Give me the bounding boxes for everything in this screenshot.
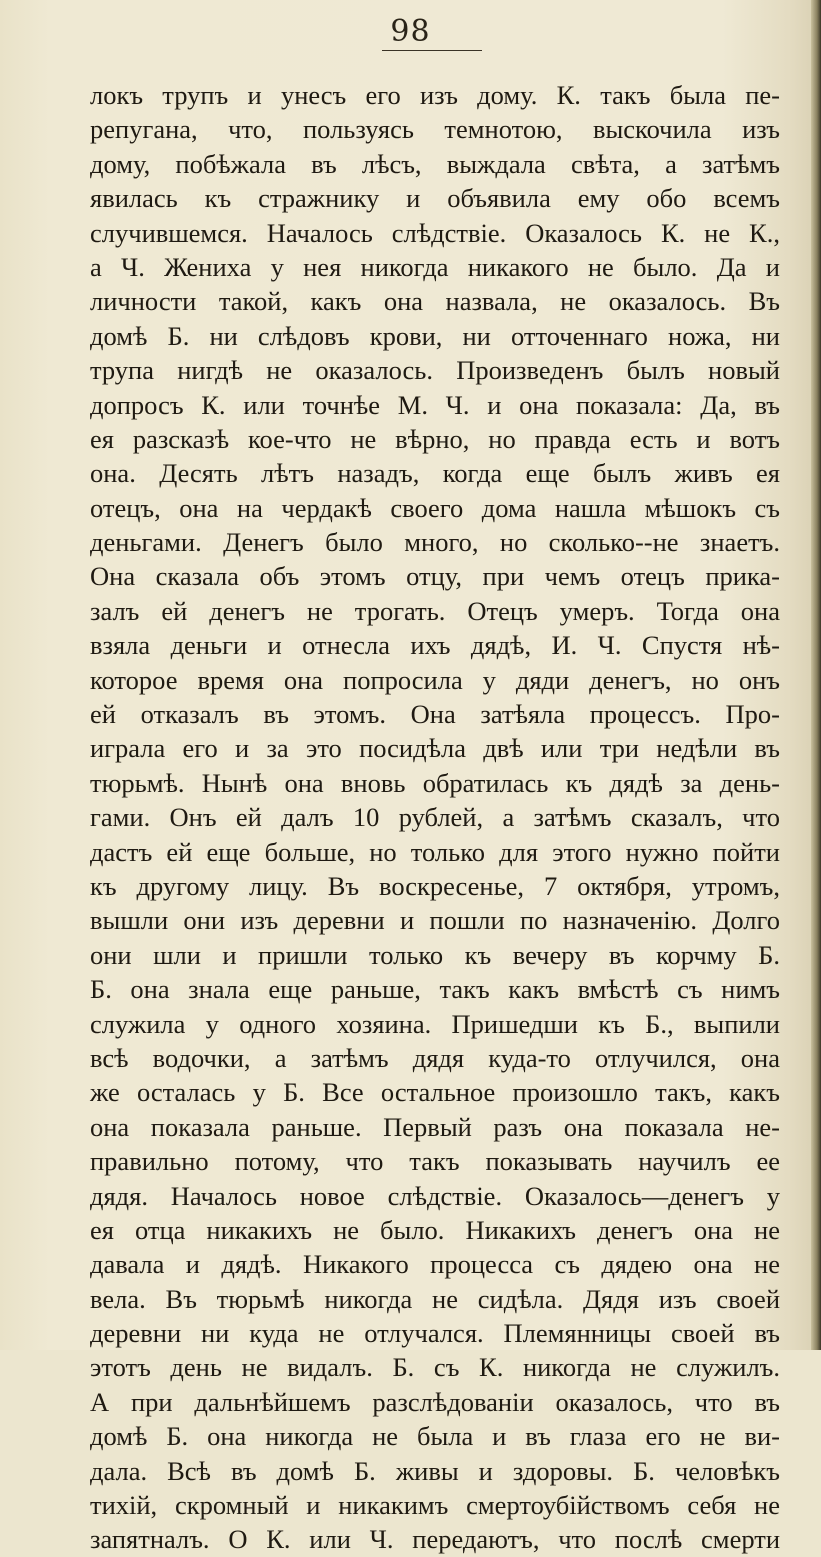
text-line: деревни ни куда не отлучался. Племянницы своей въ [90, 1318, 780, 1349]
text-line: ея отца никакихъ не было. Никакихъ денегъ она не [90, 1214, 780, 1245]
text-line: дядя. Началось новое слѣдствіе. Оказалось—денегъ у [90, 1180, 780, 1211]
text-line: правильно потому, что такъ показывать научилъ ее [90, 1146, 780, 1177]
text-line: этотъ день не видалъ. Б. съ К. никогда не служилъ. [90, 1352, 780, 1383]
body-text [90, 78, 780, 1557]
page-number: 98 [390, 14, 431, 49]
text-line: А при дальнѣйшемъ разслѣдованіи оказалось, что въ [90, 1386, 780, 1417]
text-line: деньгами. Денегъ было много, но сколько--не знаетъ. [90, 527, 780, 558]
text-line: къ другому лицу. Въ воскресенье, 7 октября, утромъ, [90, 870, 780, 901]
text-line: домѣ Б. она никогда не была и въ глаза его не ви- [90, 1421, 780, 1452]
text-line: тихій, скромный и никакимъ смертоубійствомъ себя не [90, 1490, 780, 1521]
page-edge-shadow [811, 0, 821, 1350]
text-line: ея разсказѣ кое-что не вѣрно, но правда есть и вотъ [90, 423, 780, 454]
text-line: дала. Всѣ въ домѣ Б. живы и здоровы. Б. человѣкъ [90, 1455, 780, 1486]
text-line: ей отказалъ въ этомъ. Она затѣяла процессъ. Про- [90, 699, 780, 730]
header-rule [382, 50, 482, 51]
text-line: гами. Онъ ей далъ 10 рублей, а затѣмъ сказалъ, что [90, 802, 780, 833]
text-line: локъ трупъ и унесъ его изъ дому. К. такъ была пе- [90, 80, 780, 110]
text-line: всѣ водочки, а затѣмъ дядя куда-то отлучился, она [90, 1042, 780, 1073]
text-line: она показала раньше. Первый разъ она показала не- [90, 1111, 780, 1142]
text-line: играла его и за это посидѣла двѣ или три недѣли въ [90, 733, 780, 764]
text-line: отецъ, она на чердакѣ своего дома нашла мѣшокъ съ [90, 492, 780, 523]
text-line: которое время она попросила у дяди денегъ, но онъ [90, 664, 780, 695]
text-line: давала и дядѣ. Никакого процесса съ дядею она не [90, 1249, 780, 1280]
text-line: же осталась у Б. Все остальное произошло такъ, какъ [90, 1077, 780, 1108]
text-line: а Ч. Жениха у нея никогда никакого не было. Да и [90, 251, 780, 282]
text-line: допросъ К. или точнѣе М. Ч. и она показала: Да, въ [90, 389, 780, 420]
text-line: репугана, что, пользуясь темнотою, выскочила изъ [90, 114, 780, 145]
text-line: тюрьмѣ. Нынѣ она вновь обратилась къ дядѣ за день- [90, 767, 780, 798]
text-line: личности такой, какъ она назвала, не оказалось. Въ [90, 286, 780, 317]
text-line: служила у одного хозяина. Пришедши къ Б., выпили [90, 1008, 780, 1039]
text-line: домѣ Б. ни слѣдовъ крови, ни отточеннаго ножа, ни [90, 320, 780, 351]
text-line: она. Десять лѣтъ назадъ, когда еще былъ живъ ея [90, 458, 780, 489]
text-line: взяла деньги и отнесла ихъ дядѣ, И. Ч. Спустя нѣ- [90, 630, 780, 661]
text-line: они шли и пришли только къ вечеру въ корчму Б. [90, 939, 780, 970]
text-line: запятналъ. О К. или Ч. передаютъ, что послѣ смерти [90, 1524, 780, 1555]
text-line: вела. Въ тюрьмѣ никогда не сидѣла. Дядя изъ своей [90, 1283, 780, 1314]
text-line: дастъ ей еще больше, но только для этого нужно пойти [90, 836, 780, 867]
text-line: Она сказала объ этомъ отцу, при чемъ отецъ прика- [90, 561, 780, 592]
text-line: явилась къ стражнику и объявила ему обо всемъ [90, 183, 780, 214]
text-line: случившемся. Началось слѣдствіе. Оказалось К. не К., [90, 217, 780, 248]
text-line: трупа нигдѣ не оказалось. Произведенъ былъ новый [90, 355, 780, 386]
text-line: дому, побѣжала въ лѣсъ, выждала свѣта, а затѣмъ [90, 148, 780, 179]
text-line: вышли они изъ деревни и пошли по назначенію. Долго [90, 905, 780, 936]
text-line: Б. она знала еще раньше, такъ какъ вмѣстѣ съ нимъ [90, 974, 780, 1005]
text-line: залъ ей денегъ не трогать. Отецъ умеръ. Тогда она [90, 595, 780, 626]
